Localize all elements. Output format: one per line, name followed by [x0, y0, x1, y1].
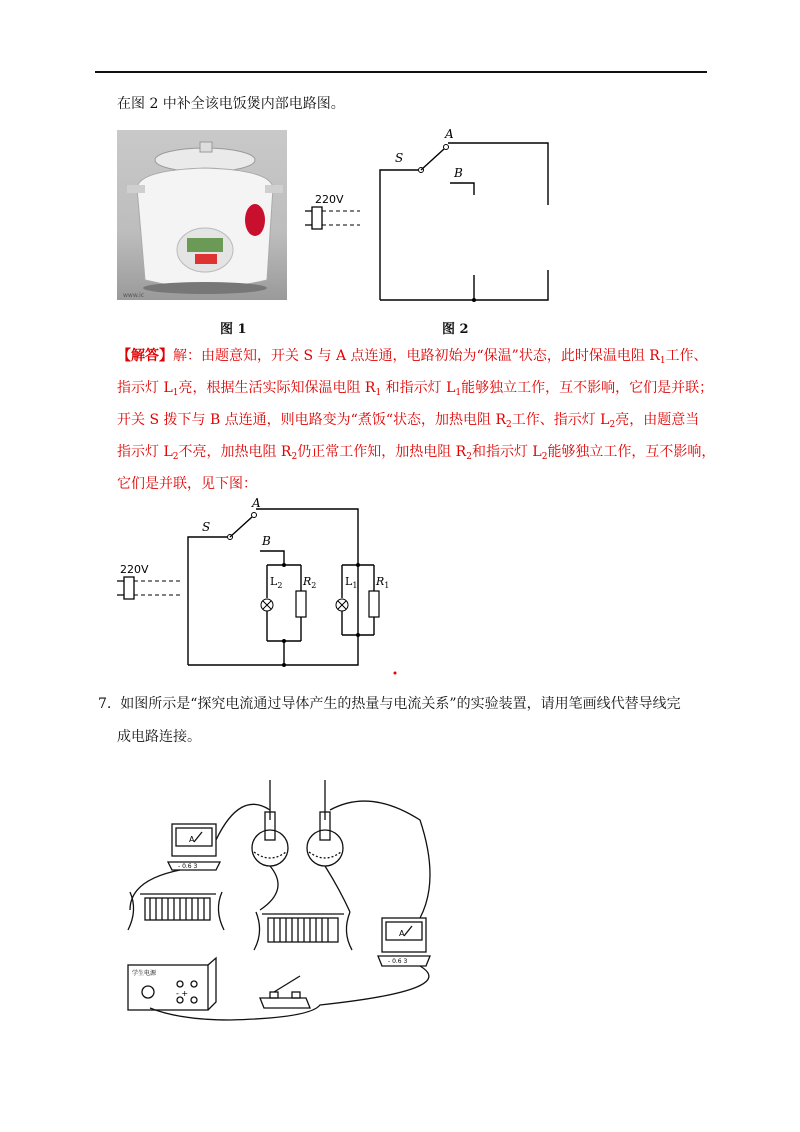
resistor-r1 — [369, 591, 379, 617]
intro-line: 在图 2 中补全该电饭煲内部电路图。 — [117, 96, 345, 112]
fig4-apparatus — [120, 780, 480, 1030]
header-rule — [95, 71, 707, 73]
fig2-plug-label: 220V — [315, 193, 344, 206]
answer-line-4: 指示灯 $L_2$不亮，加热电阻 $R_2$仍正常工作知，加热电阻 $R_2$和指示灯 $L_2$能够独立工作，互不影响， — [117, 444, 716, 462]
rice-cooker-illustration — [117, 130, 287, 300]
answer-line-1: 【解答】解：由题意知，开关 S 与 A 点连通，电路初始为“保温”状态，此时保温电阻 $R_1$工作、 — [117, 348, 708, 366]
fig1-caption: 图 1 — [220, 322, 247, 337]
power-supply-label: 学生电源 — [132, 970, 157, 977]
resistor-r2 — [296, 591, 306, 617]
rice-cooker-photo — [117, 130, 287, 300]
plug-icon — [312, 207, 322, 229]
q7-line-1: 7. 如图所示是“探究电流通过导体产生的热量与电流关系”的实验装置，请用笔画线代替导线完 — [98, 696, 681, 712]
q7-line-2: 成电路连接。 — [117, 729, 201, 745]
fig3-switch-label: S — [202, 520, 211, 534]
q7-number: 7. — [98, 696, 112, 712]
label-l2: $L_2$ — [270, 575, 283, 590]
label-l1: $L_1$ — [345, 575, 358, 590]
fig3-contact-b: B — [262, 534, 271, 548]
fig2-circuit — [300, 125, 560, 315]
ammeter-1-label: A — [189, 835, 195, 844]
fig2-switch-label: S — [395, 151, 404, 165]
flask-right — [307, 780, 343, 866]
fig2-contact-a: A — [445, 127, 454, 141]
fig3-contact-a: A — [252, 496, 261, 510]
label-r2: $R_2$ — [303, 575, 317, 590]
switch-blade — [421, 149, 444, 170]
plug-icon — [124, 577, 134, 599]
ammeter-1-terminals: - 0.6 3 — [178, 863, 198, 870]
fig3-plug-label: 220V — [120, 563, 149, 576]
watermark: www.ic — [123, 292, 145, 299]
ammeter-2-terminals: - 0.6 3 — [388, 958, 408, 965]
fig2-caption: 图 2 — [442, 322, 469, 337]
fig2-contact-b: B — [454, 166, 463, 180]
ammeter-2-label: A — [399, 929, 405, 938]
label-r1: $R_1$ — [376, 575, 390, 590]
answer-line-2: 指示灯 $L_1$亮，根据生活实际知保温电阻 $R_1$ 和指示灯 $L_1$能够独立工作，互不影响，它们是并联； — [117, 380, 714, 398]
red-dot — [394, 672, 397, 675]
fig3-circuit — [110, 495, 410, 675]
answer-line-3: 开关 S 拨下与 B 点连通，则电路变为“煮饭“状态，加热电阻 $R_2$工作、指示灯 $L_2$亮，由题意当 — [117, 412, 700, 430]
answer-line-5: 它们是并联，见下图： — [117, 476, 257, 492]
power-supply — [128, 958, 216, 1010]
power-terminals: - + — [176, 989, 189, 998]
knife-switch — [260, 976, 310, 1008]
rheostat-2 — [254, 912, 352, 950]
rheostat-1 — [128, 892, 224, 930]
flask-left — [252, 780, 288, 866]
answer-tag: 【解答】 — [117, 348, 173, 364]
